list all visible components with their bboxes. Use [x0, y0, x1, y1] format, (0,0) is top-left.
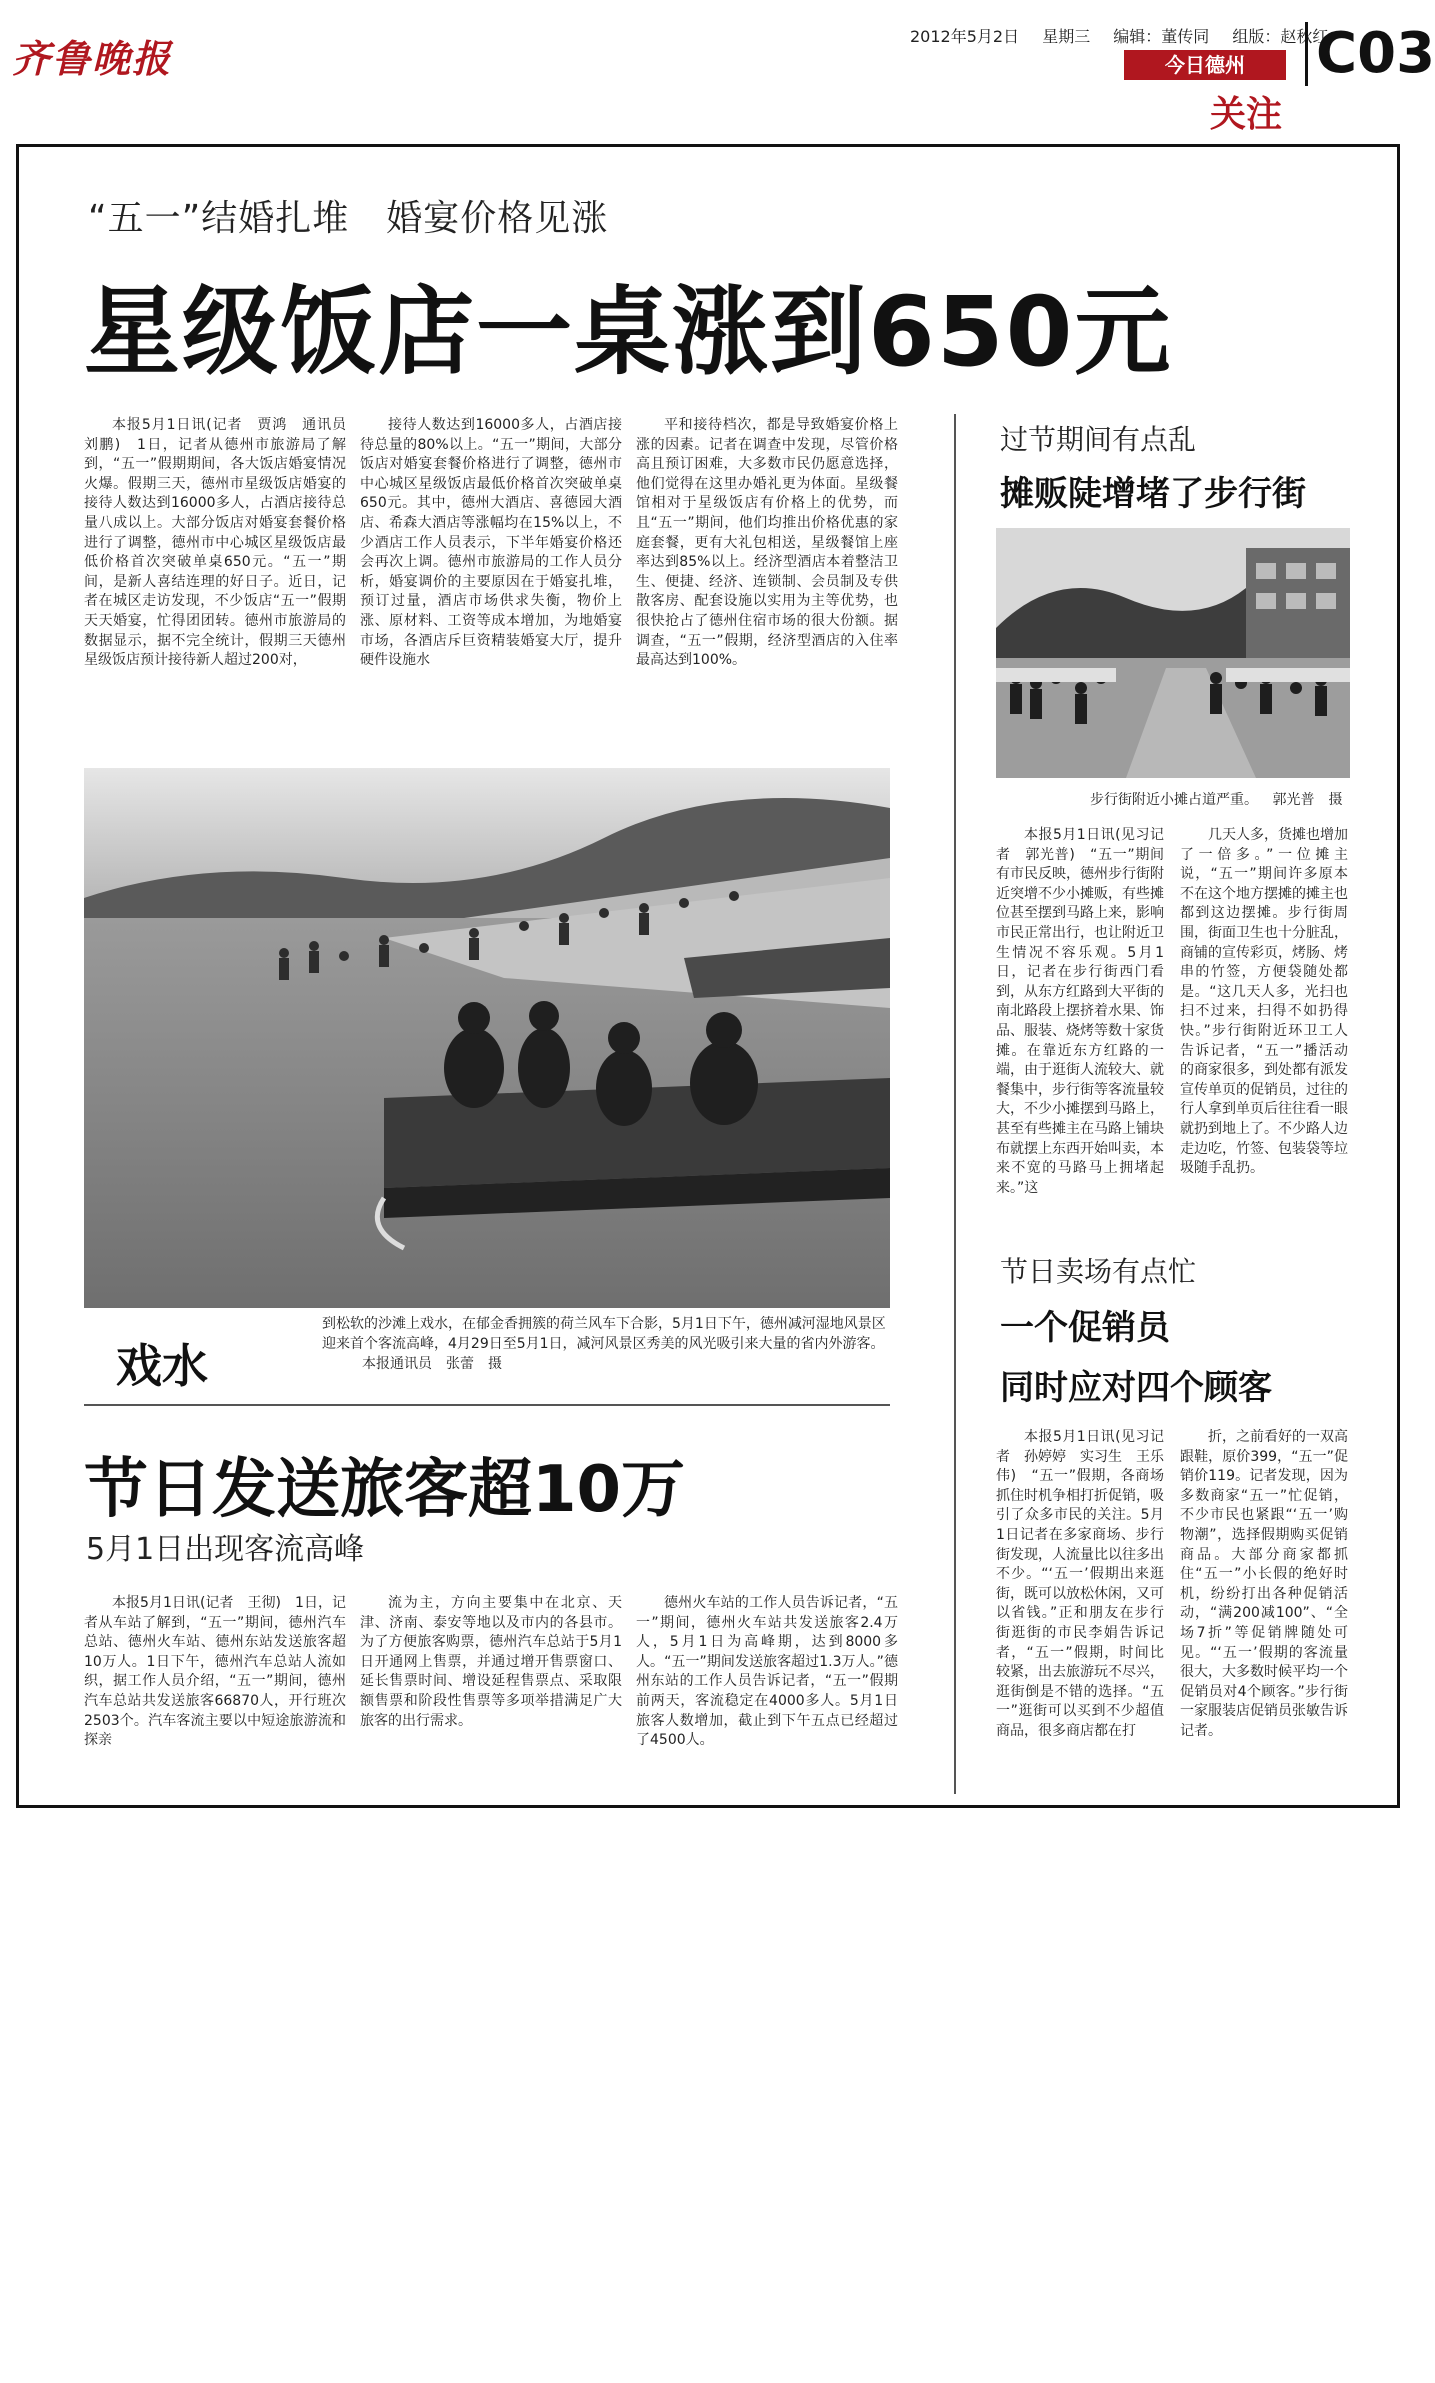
- side1-credit: 郭光普 摄: [1272, 792, 1343, 808]
- side2-col2-text: 折，之前看好的一双高跟鞋，原价399，“五一”促销价119。记者发现，因为多数商家“五一”忙促销，不少市民也紧跟“‘五一’购物潮”，选择假期购买促销商品。大部分商家都抓住“五一”小长假的绝好时机，纷纷打出各种促销活动，“满200减100”、“全场7折”等促销牌随处可见。“‘五一’假期的客流量很大，大多数时候平均一个促销员对4个顾客。”步行街一家服装店促销员张敏告诉记者。: [1180, 1429, 1348, 1739]
- issue-weekday: 星期三: [1042, 27, 1091, 46]
- main-headline: 星级饭店一桌涨到650元: [84, 276, 1173, 388]
- photo-label: 戏水: [116, 1339, 208, 1393]
- side2-headline-line2: 同时应对四个顾客: [1000, 1368, 1272, 1408]
- side1-kicker: 过节期间有点乱: [1000, 423, 1197, 456]
- main-photo-water-play: [84, 768, 890, 1308]
- side2-kicker: 节日卖场有点忙: [1000, 1255, 1197, 1288]
- side2-article-col1: [996, 1428, 1164, 1742]
- side2-headline-line1: 一个促销员: [1000, 1308, 1170, 1348]
- side1-col2-text: 几天人多，货摊也增加了一倍多。”一位摊主说，“五一”期间许多原本不在这个地方摆摊的摊主也都到这边摆摊。步行街周围，街面卫生也十分脏乱，商铺的宣传彩页，烤肠、烤串的竹签，方便袋随处都是。“这几天人多，光扫也扫不过来，扫得不如扔得快。”步行街附近环卫工人告诉记者，“五一”播活动的商家很多，到处都有派发宣传单页的促销员，过往的行人拿到单页后往往看一眼就扔到地上了。不少路人边走边吃，竹签、包装袋等垃圾随手乱扔。: [1180, 827, 1348, 1177]
- page-number: C03: [1305, 22, 1435, 86]
- side1-photo-caption: [1090, 790, 1380, 810]
- second-col1-text: 本报5月1日讯(记者 王彻) 1日，记者从车站了解到，“五一”期间，德州汽车总站、德州火车站、德州东站发送旅客超10万人。1日下午，德州汽车总站人流如织，据工作人员介绍，“五一”期间，德州汽车总站共发送旅客66870人，开行班次2503个。汽车客流主要以中短途旅游流和探亲: [84, 1595, 346, 1749]
- second-article-col3: [636, 1594, 898, 1751]
- main-photo-credit: 本报通讯员 张蕾 摄: [362, 1356, 502, 1372]
- side1-caption-text: 步行街附近小摊占道严重。: [1090, 792, 1258, 808]
- main-article-col1: [84, 416, 360, 671]
- section-tab: 今日德州: [1124, 50, 1286, 80]
- newspaper-logo: 齐鲁晚报: [12, 36, 173, 81]
- main-col2-text: 接待人数达到16000多人，占酒店接待总量的80%以上。“五一”期间，大部分饭店对婚宴套餐价格进行了调整，德州市中心城区星级饭店最低价格首次突破单桌650元。其中，德州大酒店、喜德园大酒店、希森大酒店等涨幅均在15%以上，不少酒店工作人员表示，下半年婚宴价格还会再次上调。德州市旅游局的工作人员分析，婚宴调价的主要原因在于婚宴扎堆，预订过量，酒店市场供求失衡，物价上涨、原材料、工资等成本增加，为地婚宴市场，各酒店斥巨资精装婚宴大厅，提升硬件设施水: [360, 417, 622, 669]
- main-article-col2: [360, 416, 622, 671]
- second-subhead: 5月1日出现客流高峰: [86, 1532, 365, 1567]
- second-headline: 节日发送旅客超10万: [84, 1453, 686, 1527]
- side1-col1-text: 本报5月1日讯(见习记者 郭光普) “五一”期间有市民反映，德州步行街附近突增不少小摊贩，有些摊位甚至摆到马路上来，影响市民正常出行，也让附近卫生情况不容乐观。5月1日，记者在步行街西门看到，从东方红路到大平街的南北路段上摆挤着水果、饰品、服装、烧烤等数十家货摊。在靠近东方红路的一端，由于逛街人流较大、就餐集中，步行街等客流量较大，不少小摊摆到马路上，甚至有些摊主在马路上铺块布就摆上东西开始叫卖，本来不宽的马路马上拥堵起来。”这: [996, 827, 1164, 1196]
- side1-headline: 摊贩陡增堵了步行街: [1000, 474, 1306, 514]
- main-kicker: “五一”结婚扎堆 婚宴价格见涨: [88, 198, 609, 239]
- second-col3-text: 德州火车站的工作人员告诉记者，“五一”期间，德州火车站共发送旅客2.4万人，5月1日为高峰期，达到8000多人。“五一”期间发送旅客超过1.3万人。”德州东站的工作人员告诉记者，“五一”假期前两天，客流稳定在4000多人。5月1日旅客人数增加，截止到下午五点已经超过了4500人。: [636, 1595, 898, 1749]
- main-article-col3: [636, 416, 898, 671]
- issue-date: 2012年5月2日: [910, 27, 1020, 46]
- side2-col1-text: 本报5月1日讯(见习记者 孙婷婷 实习生 王乐伟) “五一”假期，各商场抓住时机争相打折促销，吸引了众多市民的关注。5月1日记者在多家商场、步行街发现，人流量比以往多出不少。“‘五一’假期出来逛街，既可以放松休闲，又可以省钱。”正和朋友在步行街逛街的市民李娟告诉记者，“五一”假期，时间比较紧，出去旅游玩不尽兴，逛街倒是不错的选择。“五一”逛街可以买到不少超值商品，很多商店都在打: [996, 1429, 1164, 1739]
- section-name: 关注: [1210, 94, 1283, 135]
- second-article-col1: [84, 1594, 346, 1751]
- side1-photo-street: [996, 528, 1350, 778]
- main-col1-text: 本报5月1日讯(记者 贾鸿 通讯员 刘鹏) 1日，记者从德州市旅游局了解到，“五一”假期期间，各大饭店婚宴情况火爆。假期三天，德州市星级饭店婚宴的接待人数达到16000多人，占酒店接待总量八成以上。大部分饭店对婚宴套餐价格进行了调整，德州市中心城区星级饭店最低价格首次突破单桌650元。“五一”期间，是新人喜结连理的好日子。近日，记者在城区走访发现，不少饭店“五一”假期天天婚宴，忙得团团转。德州市旅游局的数据显示，据不完全统计，假期三天德州星级饭店预计接待新人超过200对，: [84, 417, 360, 669]
- second-article-col2: [360, 1594, 622, 1731]
- side1-article-col2: [1180, 826, 1348, 1179]
- side1-article-col1: [996, 826, 1164, 1198]
- issue-layout: 组版：赵秋红: [1232, 27, 1329, 46]
- side2-article-col2: [1180, 1428, 1348, 1742]
- section-divider: [84, 1404, 890, 1406]
- issue-info: [910, 24, 1346, 47]
- second-col2-text: 流为主，方向主要集中在北京、天津、济南、泰安等地以及市内的各县市。为了方便旅客购票，德州汽车总站于5月1日开通网上售票，并通过增开售票窗口、延长售票时间、增设延程售票点、采取限额售票和阶段性售票等多项举措满足广大旅客的出行需求。: [360, 1595, 622, 1729]
- main-photo-caption: [322, 1314, 890, 1374]
- right-column-divider: [954, 414, 956, 1794]
- main-col3-text: 平和接待档次，都是导致婚宴价格上涨的因素。记者在调查中发现，尽管价格高且预订困难，大多数市民仍愿意选择，他们觉得在这里办婚礼更为体面。星级餐馆相对于星级饭店有价格上的优势，而且“五一”期间，他们均推出价格优惠的家庭套餐，更有大礼包相送，星级餐馆上座率达到85%以上。经济型酒店本着整洁卫生、便捷、经济、连锁制、会员制及专供散客房、配套设施以实用为主等优势，也很快抢占了德州住宿市场的很大份额。据调查，“五一”假期，经济型酒店的入住率最高达到100%。: [636, 417, 898, 669]
- issue-editor: 编辑：董传同: [1113, 27, 1210, 46]
- main-photo-caption-text: 到松软的沙滩上戏水，在郁金香拥簇的荷兰风车下合影，5月1日下午，德州减河湿地风景区迎来首个客流高峰，4月29日至5月1日，减河风景区秀美的风光吸引来大量的省内外游客。: [322, 1316, 886, 1352]
